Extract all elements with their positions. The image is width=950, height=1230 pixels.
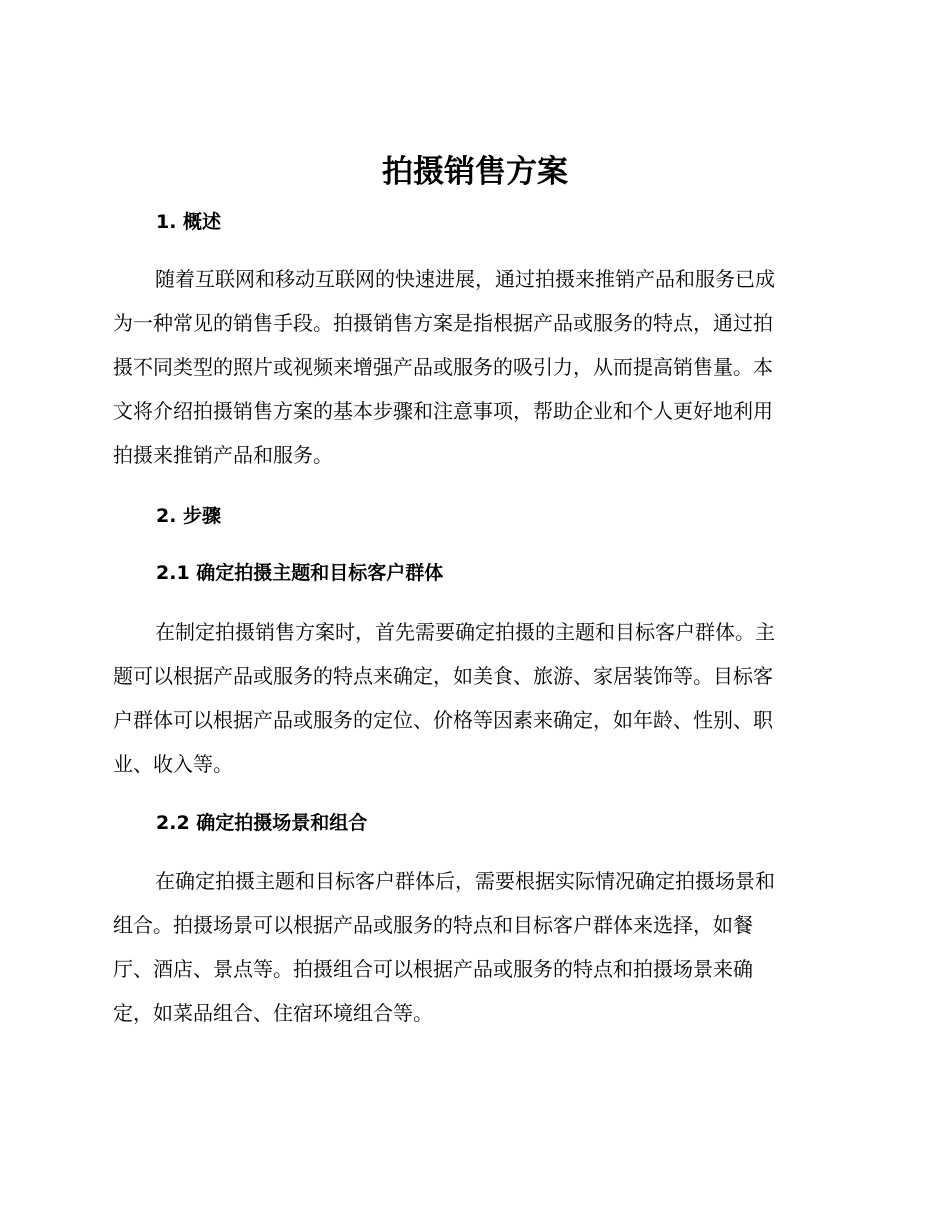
paragraph-2-2 [113, 859, 831, 1035]
paragraph-line: 文将介绍拍摄销售方案的基本步骤和注意事项，帮助企业和个人更好地利用 [113, 399, 773, 423]
paragraph-line: 组合。拍摄场景可以根据产品或服务的特点和目标客户群体来选择，如餐 [113, 913, 753, 937]
paragraph-line: 题可以根据产品或服务的特点来确定，如美食、旅游、家居装饰等。目标客 [113, 664, 773, 688]
paragraph-line: 摄不同类型的照片或视频来增强产品或服务的吸引力，从而提高销售量。本 [113, 355, 773, 379]
paragraph-line: 户群体可以根据产品或服务的定位、价格等因素来确定，如年龄、性别、职 [113, 708, 773, 732]
section-heading-overview: 1. 概述 [156, 211, 222, 233]
paragraph-line: 拍摄来推销产品和服务。 [113, 443, 333, 467]
paragraph-line: 厅、酒店、景点等。拍摄组合可以根据产品或服务的特点和拍摄场景来确 [113, 957, 753, 981]
paragraph-line: 在制定拍摄销售方案时，首先需要确定拍摄的主题和目标客户群体。主 [155, 620, 775, 644]
paragraph-line: 为一种常见的销售手段。拍摄销售方案是指根据产品或服务的特点，通过拍 [113, 311, 773, 335]
paragraph-overview [113, 257, 831, 477]
paragraph-line: 业、收入等。 [113, 752, 233, 776]
paragraph-line: 在确定拍摄主题和目标客户群体后，需要根据实际情况确定拍摄场景和 [155, 869, 775, 893]
document-title: 拍摄销售方案 [382, 154, 568, 190]
section-heading-steps: 2. 步骤 [156, 505, 222, 527]
paragraph-2-1 [113, 610, 831, 786]
section-heading-2-1: 2.1 确定拍摄主题和目标客户群体 [156, 562, 444, 584]
paragraph-line: 随着互联网和移动互联网的快速进展，通过拍摄来推销产品和服务已成 [155, 267, 775, 291]
section-heading-2-2: 2.2 确定拍摄场景和组合 [156, 812, 368, 834]
paragraph-line: 定，如菜品组合、住宿环境组合等。 [113, 1001, 433, 1025]
